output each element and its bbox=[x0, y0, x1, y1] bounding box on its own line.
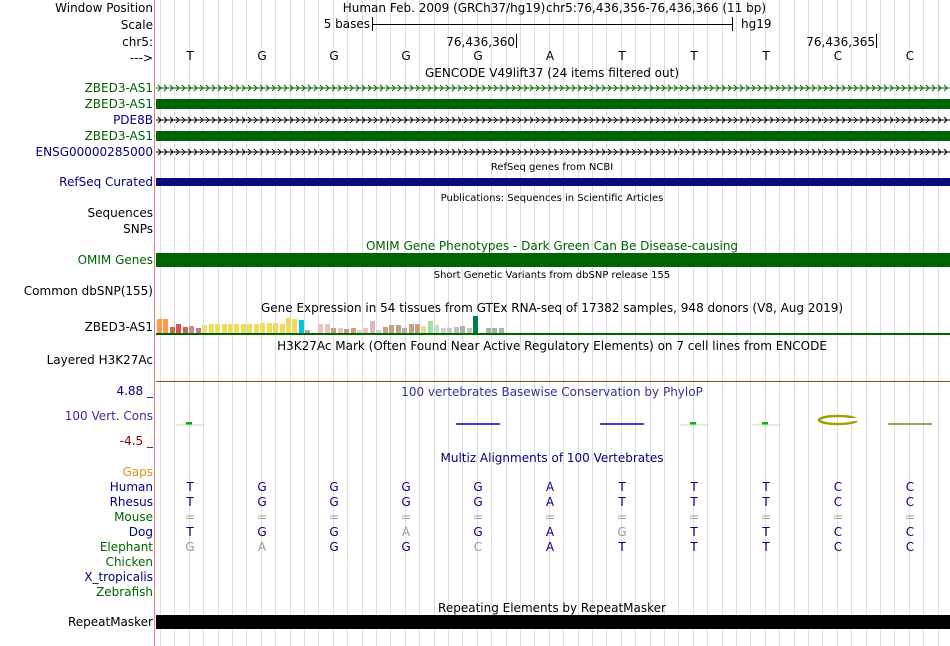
gencode-item-label[interactable]: ZBED3-AS1 bbox=[84, 81, 153, 95]
dbsnp-title[interactable]: Short Genetic Variants from dbSNP release 155 bbox=[433, 270, 671, 281]
multiz-base: = bbox=[904, 510, 916, 524]
multiz-base: C bbox=[905, 525, 915, 539]
multiz-base: T bbox=[762, 480, 770, 494]
dna-base: C bbox=[833, 49, 843, 63]
multiz-base: G bbox=[185, 540, 195, 554]
multiz-base: = bbox=[688, 510, 700, 524]
multiz-base: T bbox=[618, 495, 626, 509]
multiz-base: G bbox=[257, 525, 267, 539]
multiz-base: G bbox=[401, 480, 411, 494]
multiz-base: G bbox=[257, 495, 267, 509]
multiz-base: G bbox=[473, 480, 483, 494]
dna-base: T bbox=[690, 49, 698, 63]
dna-base: G bbox=[473, 49, 483, 63]
multiz-base: = bbox=[328, 510, 340, 524]
gencode-item-label[interactable]: ZBED3-AS1 bbox=[84, 97, 153, 111]
multiz-base: G bbox=[257, 480, 267, 494]
multiz-base: T bbox=[690, 540, 698, 554]
window-position-label: Window Position bbox=[55, 1, 153, 15]
position-text[interactable]: chr5:76,436,356-76,436,366 (11 bp) bbox=[545, 1, 767, 15]
multiz-base: = bbox=[184, 510, 196, 524]
gencode-item-label[interactable]: ENSG00000285000 bbox=[35, 145, 153, 159]
multiz-base: C bbox=[833, 525, 843, 539]
multiz-title[interactable]: Multiz Alignments of 100 Vertebrates bbox=[440, 451, 664, 465]
multiz-base: G bbox=[617, 525, 627, 539]
multiz-species-label[interactable]: Dog bbox=[128, 525, 153, 539]
refseq-title[interactable]: RefSeq genes from NCBI bbox=[490, 162, 614, 173]
multiz-base: G bbox=[329, 495, 339, 509]
gaps-label[interactable]: Gaps bbox=[122, 465, 153, 479]
dna-base: A bbox=[545, 49, 555, 63]
multiz-species-label[interactable]: Rhesus bbox=[109, 495, 153, 509]
cons-max-label: 4.88 _ bbox=[116, 384, 153, 398]
dbsnp-label[interactable]: Common dbSNP(155) bbox=[23, 284, 153, 298]
repeatmasker-label[interactable]: RepeatMasker bbox=[67, 615, 153, 629]
multiz-species-label[interactable]: Zebrafish bbox=[96, 585, 153, 599]
dna-base: T bbox=[186, 49, 194, 63]
cons-title[interactable]: 100 vertebrates Basewise Conservation by PhyloP bbox=[401, 385, 703, 399]
dna-base: C bbox=[905, 49, 915, 63]
multiz-base: T bbox=[762, 540, 770, 554]
multiz-base: C bbox=[833, 495, 843, 509]
cons-mark-gap bbox=[844, 418, 858, 421]
multiz-base: T bbox=[186, 495, 194, 509]
multiz-base: = bbox=[256, 510, 268, 524]
multiz-base: = bbox=[616, 510, 628, 524]
multiz-base: C bbox=[905, 540, 915, 554]
multiz-base: A bbox=[545, 525, 555, 539]
multiz-base: T bbox=[762, 525, 770, 539]
multiz-base: = bbox=[544, 510, 556, 524]
multiz-base: C bbox=[473, 540, 483, 554]
multiz-base: G bbox=[329, 540, 339, 554]
multiz-base: = bbox=[832, 510, 844, 524]
multiz-base: T bbox=[186, 525, 194, 539]
multiz-base: A bbox=[545, 480, 555, 494]
multiz-base: T bbox=[690, 495, 698, 509]
scale-label: Scale bbox=[120, 18, 153, 32]
dna-base: G bbox=[401, 49, 411, 63]
assembly-name: Human Feb. 2009 (GRCh37/hg19) bbox=[342, 1, 546, 15]
cons-label[interactable]: 100 Vert. Cons bbox=[64, 409, 153, 423]
multiz-base: = bbox=[760, 510, 772, 524]
scale-text: 5 bases bbox=[323, 17, 370, 31]
multiz-base: G bbox=[401, 540, 411, 554]
multiz-species-label[interactable]: Chicken bbox=[105, 555, 153, 569]
multiz-species-label[interactable]: Mouse bbox=[114, 510, 153, 524]
multiz-base: = bbox=[400, 510, 412, 524]
strand-label: ---> bbox=[129, 51, 153, 65]
multiz-base: A bbox=[545, 495, 555, 509]
multiz-base: C bbox=[833, 540, 843, 554]
db-name: hg19 bbox=[741, 17, 772, 31]
ruler-coord-1: 76,436,360 bbox=[446, 35, 515, 49]
multiz-base: C bbox=[905, 480, 915, 494]
gtex-label[interactable]: ZBED3-AS1 bbox=[84, 320, 153, 334]
multiz-base: T bbox=[186, 480, 194, 494]
h3k27ac-label[interactable]: Layered H3K27Ac bbox=[46, 353, 153, 367]
dna-base: G bbox=[329, 49, 339, 63]
multiz-base: G bbox=[401, 495, 411, 509]
multiz-base: G bbox=[473, 525, 483, 539]
repeatmasker-bar[interactable] bbox=[156, 615, 950, 629]
multiz-base: = bbox=[472, 510, 484, 524]
ruler-coord-2: 76,436,365 bbox=[806, 35, 875, 49]
dna-base: T bbox=[618, 49, 626, 63]
multiz-base: T bbox=[690, 480, 698, 494]
gencode-item-label[interactable]: PDE8B bbox=[113, 113, 153, 127]
refseq-label[interactable]: RefSeq Curated bbox=[59, 175, 153, 189]
h3k27ac-title[interactable]: H3K27Ac Mark (Often Found Near Active Regulatory Elements) on 7 cell lines from ENCODE bbox=[277, 339, 827, 353]
omim-label[interactable]: OMIM Genes bbox=[77, 253, 153, 267]
multiz-base: T bbox=[690, 525, 698, 539]
multiz-base: C bbox=[905, 495, 915, 509]
multiz-base: T bbox=[762, 495, 770, 509]
omim-title[interactable]: OMIM Gene Phenotypes - Dark Green Can Be Disease-causing bbox=[365, 239, 739, 253]
snps-label[interactable]: SNPs bbox=[123, 222, 153, 236]
chrom-label: chr5: bbox=[122, 35, 153, 49]
multiz-base: T bbox=[618, 540, 626, 554]
dna-base: G bbox=[257, 49, 267, 63]
dna-base: T bbox=[762, 49, 770, 63]
multiz-base: C bbox=[833, 480, 843, 494]
gencode-title[interactable]: GENCODE V49lift37 (24 items filtered out) bbox=[424, 66, 680, 80]
multiz-species-label[interactable]: Human bbox=[109, 480, 153, 494]
multiz-base: T bbox=[618, 480, 626, 494]
cons-min-label: -4.5 _ bbox=[119, 434, 153, 448]
multiz-base: A bbox=[545, 540, 555, 554]
gencode-item-label[interactable]: ZBED3-AS1 bbox=[84, 129, 153, 143]
gtex-title[interactable]: Gene Expression in 54 tissues from GTEx RNA-seq of 17382 samples, 948 donors (V8, Aug 2019) bbox=[260, 301, 844, 315]
multiz-species-label[interactable]: Elephant bbox=[99, 540, 153, 554]
sequences-label[interactable]: Sequences bbox=[87, 206, 153, 220]
multiz-base: G bbox=[329, 480, 339, 494]
multiz-species-label[interactable]: X_tropicalis bbox=[84, 570, 153, 584]
multiz-base: A bbox=[401, 525, 411, 539]
publications-title[interactable]: Publications: Sequences in Scientific Articles bbox=[440, 193, 664, 204]
multiz-base: A bbox=[257, 540, 267, 554]
repeatmasker-title[interactable]: Repeating Elements by RepeatMasker bbox=[438, 601, 666, 615]
multiz-base: G bbox=[329, 525, 339, 539]
multiz-base: G bbox=[473, 495, 483, 509]
